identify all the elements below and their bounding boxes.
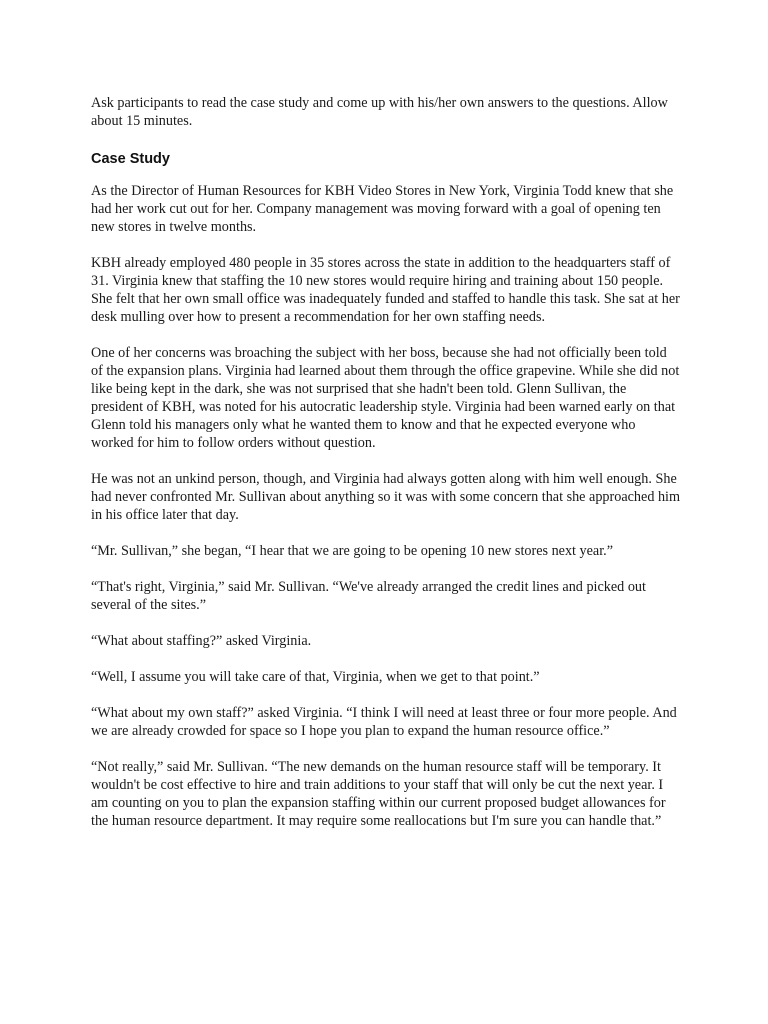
section-heading: Case Study: [91, 151, 170, 167]
body-paragraph-2: KBH already employed 480 people in 35 stores across the state in addition to the headquarters staff of 31. Virginia knew that staffing the 10 new stores would require hiring and training about 150 people. She felt that her own small office was inadequately funded and staffed to handle this task. She sat at her desk mulling over how to present a recommendation for her own staffing needs.: [91, 255, 680, 325]
dialogue-paragraph-5: “What about my own staff?” asked Virginia. “I think I will need at least three or four more people. And we are already crowded for space so I hope you plan to expand the human resource office.”: [91, 705, 677, 739]
dialogue-paragraph-2: “That's right, Virginia,” said Mr. Sullivan. “We've already arranged the credit lines and picked out several of the sites.”: [91, 579, 646, 613]
intro-paragraph: Ask participants to read the case study and come up with his/her own answers to the questions. Allow about 15 minutes.: [91, 95, 668, 129]
body-paragraph-4: He was not an unkind person, though, and Virginia had always gotten along with him well enough. She had never confronted Mr. Sullivan about anything so it was with some concern that she approached him in his office later that day.: [91, 471, 681, 523]
dialogue-paragraph-6: “Not really,” said Mr. Sullivan. “The new demands on the human resource staff will be temporary. It wouldn't be cost effective to hire and train additions to your staff that will only be cut the next year. I am counting on you to plan the expansion staffing within our current proposed budget allowances for the human resource department. It may require some reallocations but I'm sure you can handle that.”: [91, 759, 666, 829]
body-paragraph-3: One of her concerns was broaching the subject with her boss, because she had not officially been told of the expansion plans. Virginia had learned about them through the office grapevine. While she did not like being kept in the dark, she was not surprised that she hadn't been told. Glenn Sullivan, the president of KBH, was noted for his autocratic leadership style. Virginia had been warned early on that Glenn told his managers only what he wanted them to know and that he expected everyone who worked for him to follow orders without question.: [91, 345, 680, 451]
document-page: [91, 94, 681, 848]
dialogue-paragraph-3: “What about staffing?” asked Virginia.: [91, 633, 312, 649]
dialogue-paragraph-1: “Mr. Sullivan,” she began, “I hear that we are going to be opening 10 new stores next year.”: [91, 543, 614, 559]
body-paragraph-1: As the Director of Human Resources for KBH Video Stores in New York, Virginia Todd knew that she had her work cut out for her. Company management was moving forward with a goal of opening ten new stores in twelve months.: [91, 183, 674, 235]
dialogue-paragraph-4: “Well, I assume you will take care of that, Virginia, when we get to that point.”: [91, 669, 540, 685]
